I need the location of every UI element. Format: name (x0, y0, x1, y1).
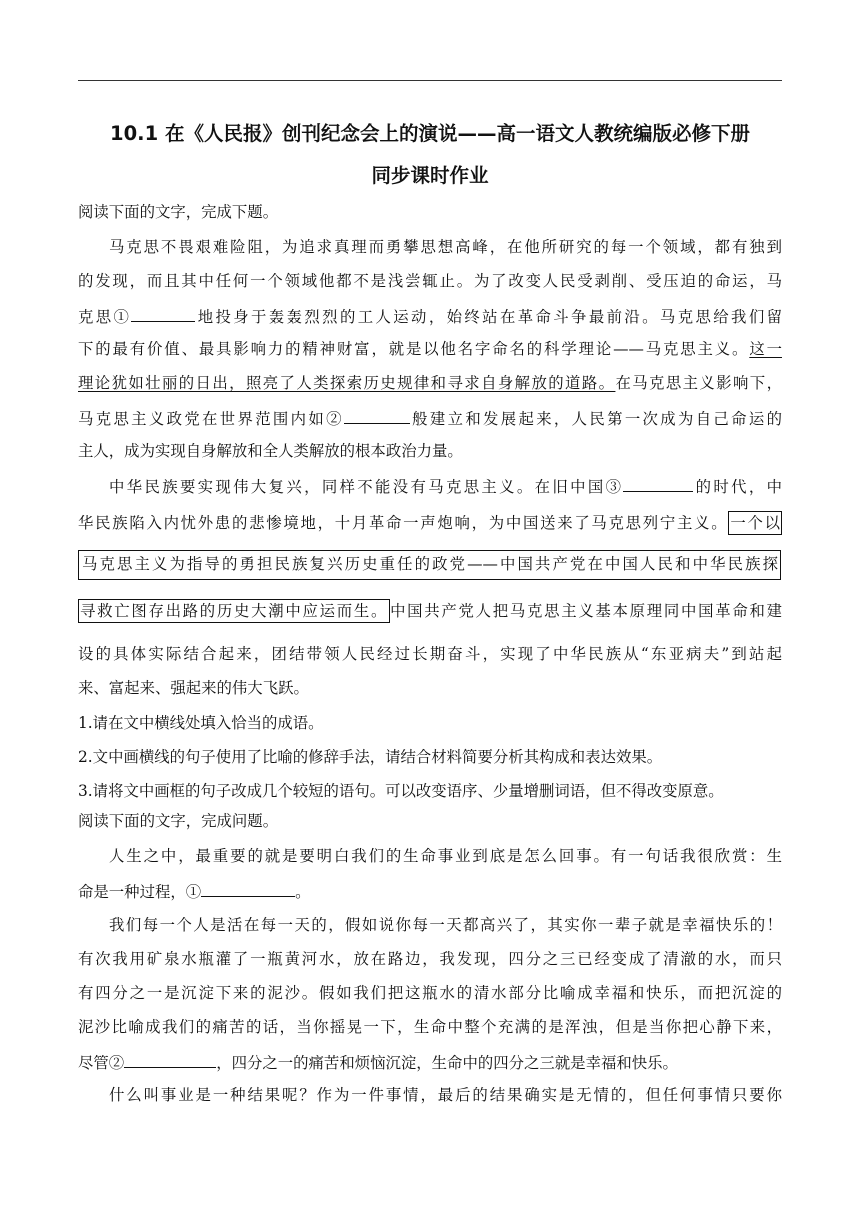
s2-p1-line2 (78, 879, 311, 903)
s1-p1-line7: 主人，成为实现自身解放和全人类解放的根本政治力量。 (78, 442, 463, 460)
s2-p3-line1: 什么叫事业是一种结果呢？作为一件事情，最后的结果确实是无情的，但任何事情只要你 (109, 1086, 782, 1104)
s2-p2-line4: 泥沙比喻成我们的痛苦的话，当你摇晃一下，生命中整个充满的是浑浊，但是当你把心静下来， (78, 1018, 782, 1036)
s1-p2-line1 (109, 474, 782, 498)
text-span: ，四分之一的痛苦和烦恼沉淀，生命中的四分之三就是幸福和快乐。 (216, 1054, 678, 1072)
answer-blank-3[interactable] (623, 474, 693, 492)
text-span: 下的最有价值、最具影响力的精神财富，就是以他名字命名的科学理论——马克思主义。 (78, 340, 750, 358)
s1-p1-line4 (78, 338, 782, 360)
text-span: 。 (295, 883, 311, 901)
text-span: 般建立和发展起来，人民第一次成为自己命运的 (409, 410, 782, 428)
s2-p2-line3: 有四分之一是沉淀下来的泥沙。假如我们把这瓶水的清水部分比喻成幸福和快乐，而把沉淀的 (78, 984, 782, 1002)
s1-p2-line6: 来、富起来、强起来的伟大飞跃。 (78, 679, 309, 697)
text-span: 地投身于轰轰烈烈的工人运动，始终站在革命斗争最前沿。马克思给我们留 (195, 308, 782, 326)
s2-p2-line5 (78, 1050, 678, 1074)
answer-blank-1[interactable] (131, 304, 195, 322)
text-span: 的时代，中 (693, 478, 782, 496)
question-2: 2.文中画横线的句子使用了比喻的修辞手法，请结合材料简要分析其构成和表达效果。 (78, 748, 663, 766)
s1-p1-line3 (78, 304, 782, 328)
underlined-sentence: 理论犹如壮丽的日出，照亮了人类探索历史规律和寻求自身解放的道路。 (78, 374, 616, 392)
answer-blank-5[interactable] (124, 1050, 216, 1068)
text-span: 克思① (78, 308, 132, 326)
s1-p1-line2: 的发现，而且其中任何一个领域他都不是浅尝辄止。为了改变人民受剥削、受压迫的命运，马 (78, 272, 782, 290)
text-span: 在马克思主义影响下， (615, 374, 782, 392)
section1-instruction: 阅读下面的文字，完成下题。 (78, 203, 279, 221)
header-rule (78, 80, 782, 81)
text-span: 命是一种过程，① (78, 883, 202, 901)
question-1: 1.请在文中横线处填入恰当的成语。 (78, 714, 324, 732)
s1-p2-line4 (78, 600, 782, 622)
text-span: 华民族陷入内忧外患的悲惨境地，十月革命一声炮响，为中国送来了马克思列宁主义。 (78, 514, 729, 532)
s1-p1-line5 (78, 372, 782, 394)
question-3: 3.请将文中画框的句子改成几个较短的语句。可以改变语序、少量增删词语，但不得改变原意。 (78, 782, 724, 800)
underlined-sentence: 这一 (749, 340, 782, 358)
boxed-sentence-start: 一个以 (728, 511, 782, 535)
answer-blank-4[interactable] (201, 879, 295, 897)
text-span: 尽管② (78, 1054, 125, 1072)
text-span: 中国共产党人把马克思主义基本原理同中国革命和建 (390, 602, 782, 620)
s2-p1-line1: 人生之中，最重要的就是要明白我们的生命事业到底是怎么回事。有一句话我很欣赏：生 (109, 847, 782, 865)
s1-p2-line2 (78, 512, 782, 534)
text-span: 中华民族要实现伟大复兴，同样不能没有马克思主义。在旧中国③ (109, 478, 624, 496)
document-subtitle: 同步课时作业 (371, 164, 489, 187)
s1-p2-line5: 设的具体实际结合起来，团结带领人民经过长期奋斗，实现了中华民族从“东亚病夫”到站起 (78, 645, 782, 663)
answer-blank-2[interactable] (344, 406, 410, 424)
section2-instruction: 阅读下面的文字，完成问题。 (78, 812, 279, 830)
s1-p1-line6 (78, 406, 782, 430)
s2-p2-line1: 我们每一个人是活在每一天的，假如说你每一天都高兴了，其实你一辈子就是幸福快乐的！ (109, 916, 782, 934)
boxed-sentence-end: 寻救亡图存出路的历史大潮中应运而生。 (78, 599, 390, 623)
text-span: 马克思主义政党在世界范围内如② (78, 410, 344, 428)
s2-p2-line2: 有次我用矿泉水瓶灌了一瓶黄河水，放在路边，我发现，四分之三已经变成了清澈的水，而只 (78, 950, 782, 968)
document-title: 10.1 在《人民报》创刊纪念会上的演说——高一语文人教统编版必修下册 (110, 122, 750, 145)
s1-p1-line1: 马克思不畏艰难险阻，为追求真理而勇攀思想高峰，在他所研究的每一个领域，都有独到 (109, 238, 782, 256)
s1-p2-line3: 马克思主义为指导的勇担民族复兴历史重任的政党——中国共产党在中国人民和中华民族探 (82, 555, 778, 573)
